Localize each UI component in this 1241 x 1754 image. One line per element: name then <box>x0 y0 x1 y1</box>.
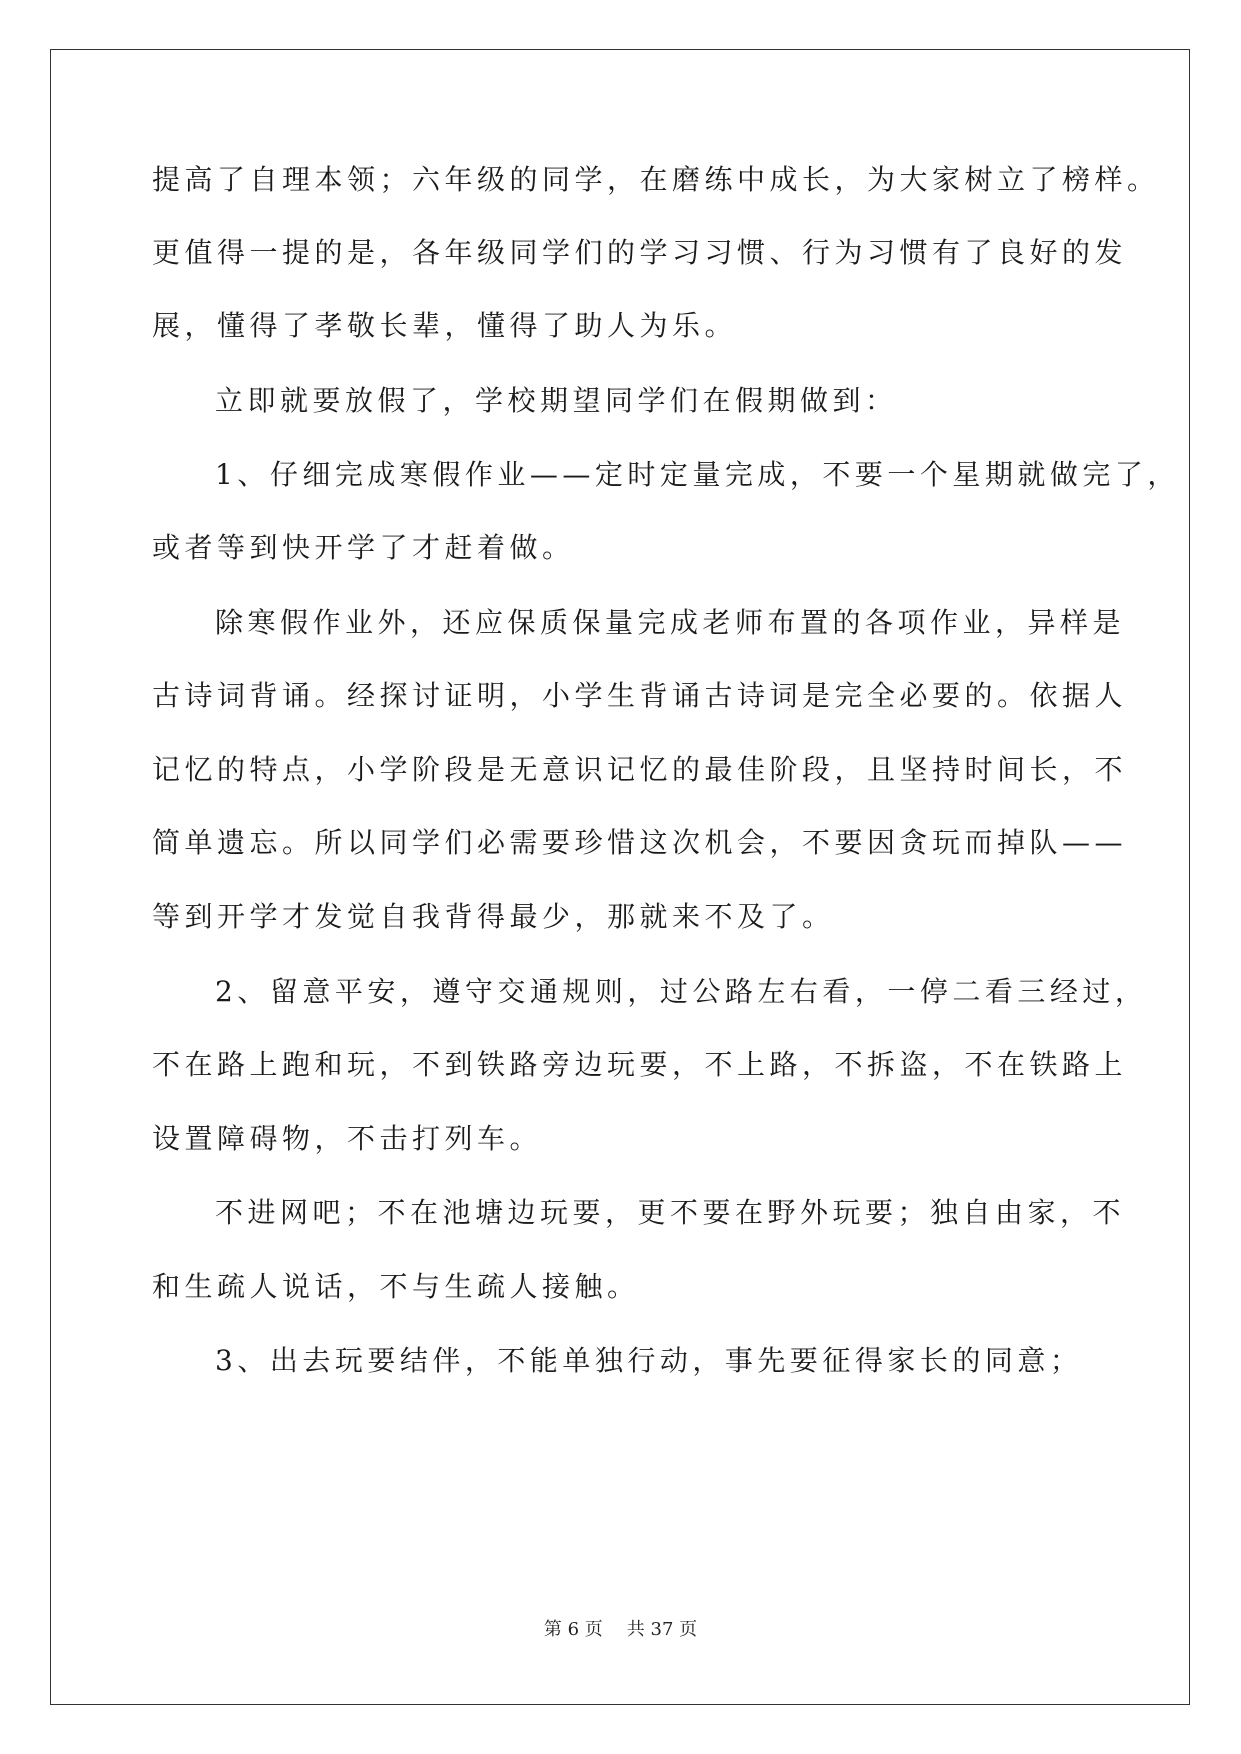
text-line: 1、仔细完成寒假作业——定时定量完成，不要一个星期就做完了， <box>215 458 1180 491</box>
text-line: 不进网吧；不在池塘边玩要，更不要在野外玩要；独自由家，不 <box>215 1196 1126 1229</box>
text-line: 记忆的特点，小学阶段是无意识记忆的最佳阶段，且坚持时间长，不 <box>152 753 1128 786</box>
text-line: 更值得一提的是，各年级同学们的学习习惯、行为习惯有了良好的发 <box>152 236 1128 269</box>
text-line: 等到开学才发觉自我背得最少，那就来不及了。 <box>152 900 835 933</box>
text-line: 2、留意平安，遵守交通规则，过公路左右看，一停二看三经过， <box>215 975 1148 1008</box>
text-line: 提高了自理本领；六年级的同学，在磨练中成长，为大家树立了榜样。 <box>152 163 1160 196</box>
page-footer <box>0 1618 1241 1642</box>
text-line: 3、出去玩要结伴，不能单独行动，事先要征得家长的同意； <box>215 1344 1083 1377</box>
text-line: 或者等到快开学了才赶着做。 <box>152 531 575 564</box>
text-line: 除寒假作业外，还应保质保量完成老师布置的各项作业，异样是 <box>215 606 1126 639</box>
text-line: 立即就要放假了，学校期望同学们在假期做到： <box>215 384 898 417</box>
text-line: 简单遗忘。所以同学们必需要珍惜这次机会，不要因贪玩而掉队—— <box>152 826 1128 859</box>
text-line: 古诗词背诵。经探讨证明，小学生背诵古诗词是完全必要的。依据人 <box>152 679 1128 712</box>
text-line: 展，懂得了孝敬长辈，懂得了助人为乐。 <box>152 309 738 342</box>
page-number: 第 6 页 <box>543 1619 603 1640</box>
text-line: 和生疏人说话，不与生疏人接触。 <box>152 1270 640 1303</box>
text-line: 不在路上跑和玩，不到铁路旁边玩要，不上路，不拆盗，不在铁路上 <box>152 1048 1128 1081</box>
page-total: 共 37 页 <box>626 1619 698 1640</box>
text-line: 设置障碍物，不击打列车。 <box>152 1122 543 1155</box>
page-border <box>50 49 1190 1705</box>
